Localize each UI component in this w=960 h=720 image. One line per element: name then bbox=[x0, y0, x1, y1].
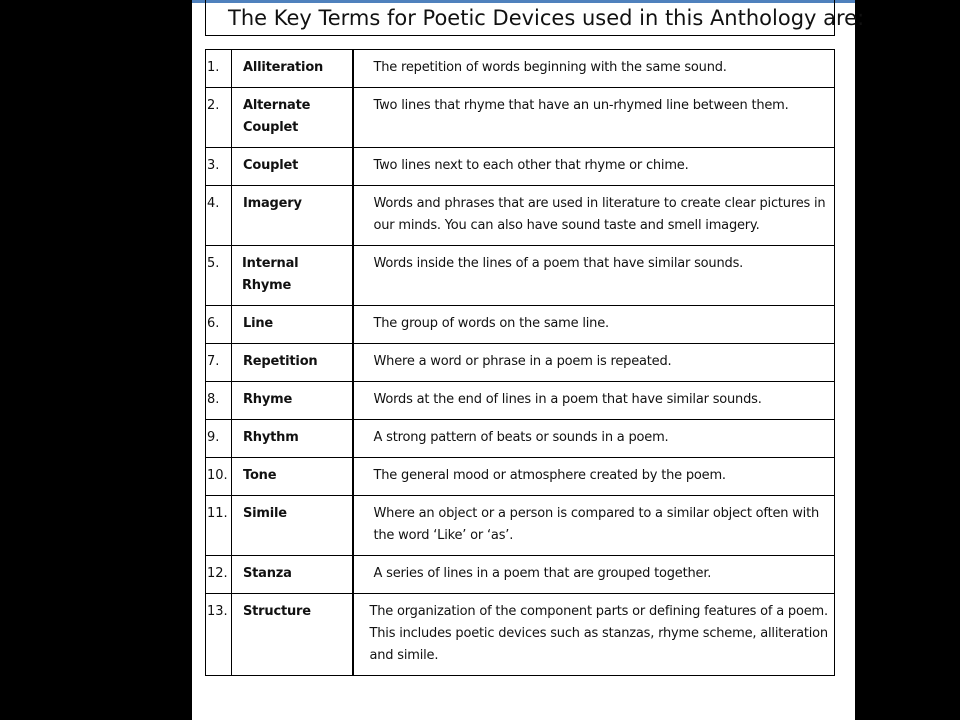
term-number: 10. bbox=[206, 458, 232, 496]
term-number: 4. bbox=[206, 186, 232, 246]
term-definition: Where an object or a person is compared to a similar object often with the word ‘Like’ or ‘as’. bbox=[353, 496, 835, 556]
term-name: Rhythm bbox=[232, 420, 353, 458]
term-name: Internal Rhyme bbox=[232, 246, 353, 306]
term-name: Structure bbox=[232, 594, 353, 676]
term-definition: The repetition of words beginning with the same sound. bbox=[353, 50, 835, 88]
term-definition: Two lines that rhyme that have an un-rhymed line between them. bbox=[353, 88, 835, 148]
term-number: 3. bbox=[206, 148, 232, 186]
term-name: Alternate Couplet bbox=[232, 88, 353, 148]
term-number: 12. bbox=[206, 556, 232, 594]
term-name: Couplet bbox=[232, 148, 353, 186]
table-row bbox=[206, 420, 835, 458]
term-definition: The group of words on the same line. bbox=[353, 306, 835, 344]
term-number: 5. bbox=[206, 246, 232, 306]
term-definition: Two lines next to each other that rhyme or chime. bbox=[353, 148, 835, 186]
term-number: 6. bbox=[206, 306, 232, 344]
term-definition: The organization of the component parts or defining features of a poem. This includes poetic devices such as stanzas, rhyme scheme, alliteration and simile. bbox=[353, 594, 835, 676]
table-row bbox=[206, 306, 835, 344]
term-name: Repetition bbox=[232, 344, 353, 382]
table-row bbox=[206, 148, 835, 186]
term-definition: Words and phrases that are used in literature to create clear pictures in our minds. You can also have sound taste and smell imagery. bbox=[353, 186, 835, 246]
term-definition: Words inside the lines of a poem that have similar sounds. bbox=[353, 246, 835, 306]
term-definition: Where a word or phrase in a poem is repeated. bbox=[353, 344, 835, 382]
term-name: Stanza bbox=[232, 556, 353, 594]
term-number: 9. bbox=[206, 420, 232, 458]
table-row bbox=[206, 556, 835, 594]
term-name: Imagery bbox=[232, 186, 353, 246]
table-row bbox=[206, 88, 835, 148]
table-row bbox=[206, 496, 835, 556]
term-name: Rhyme bbox=[232, 382, 353, 420]
term-number: 2. bbox=[206, 88, 232, 148]
table-row bbox=[206, 186, 835, 246]
table-row bbox=[206, 344, 835, 382]
term-number: 7. bbox=[206, 344, 232, 382]
term-number: 1. bbox=[206, 50, 232, 88]
key-terms-table bbox=[205, 49, 835, 676]
term-definition: The general mood or atmosphere created by the poem. bbox=[353, 458, 835, 496]
table-row bbox=[206, 50, 835, 88]
term-definition: Words at the end of lines in a poem that have similar sounds. bbox=[353, 382, 835, 420]
page-title: The Key Terms for Poetic Devices used in this Anthology are: bbox=[205, 0, 835, 36]
term-definition: A series of lines in a poem that are grouped together. bbox=[353, 556, 835, 594]
term-definition: A strong pattern of beats or sounds in a poem. bbox=[353, 420, 835, 458]
table-row bbox=[206, 382, 835, 420]
term-name: Alliteration bbox=[232, 50, 353, 88]
table-row bbox=[206, 458, 835, 496]
table-row bbox=[206, 246, 835, 306]
term-name: Tone bbox=[232, 458, 353, 496]
term-name: Line bbox=[232, 306, 353, 344]
table-row bbox=[206, 594, 835, 676]
term-number: 8. bbox=[206, 382, 232, 420]
term-number: 13. bbox=[206, 594, 232, 676]
term-name: Simile bbox=[232, 496, 353, 556]
term-number: 11. bbox=[206, 496, 232, 556]
